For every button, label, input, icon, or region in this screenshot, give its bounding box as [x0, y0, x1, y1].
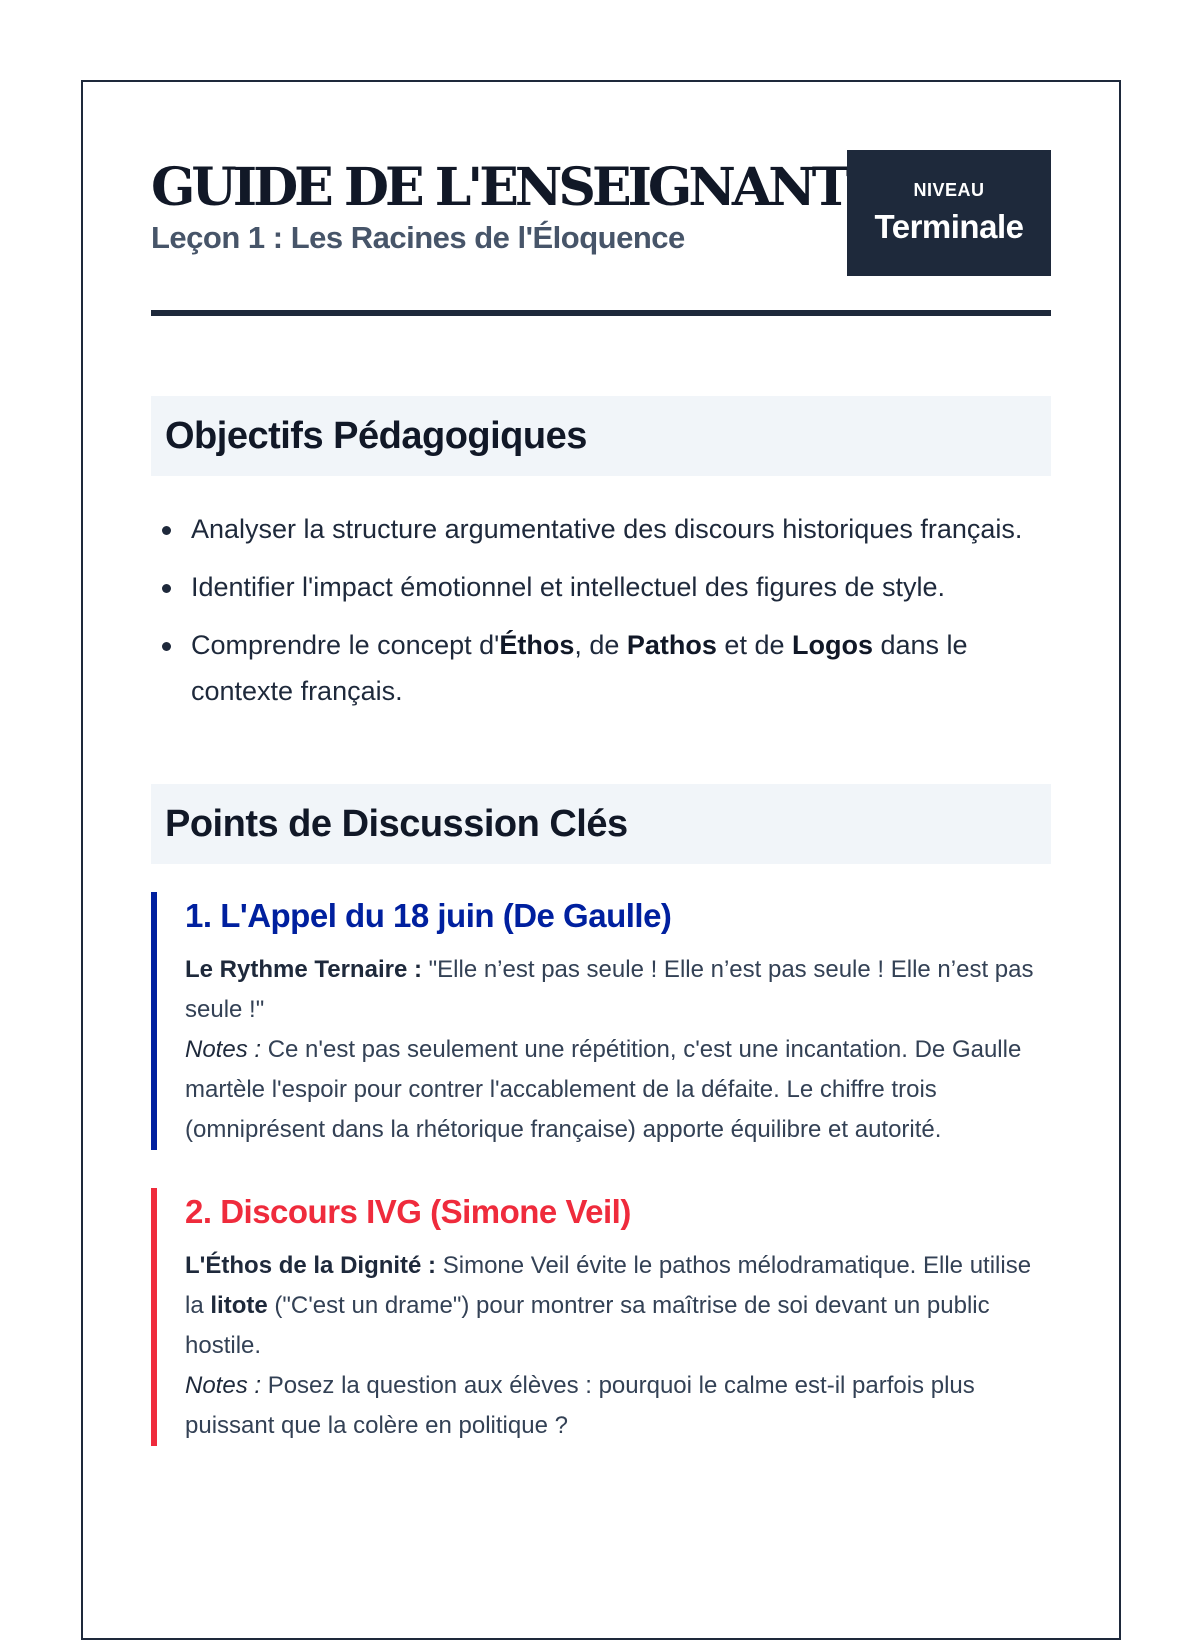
page-content [151, 150, 1051, 1446]
level-label: NIVEAU [913, 180, 985, 200]
point-lead-text: ("C'est un drame") pour montrer sa maîtrise de soi devant un public hostile. [185, 1292, 990, 1359]
point-lead-text: Simone Veil évite le pathos mélodramatique. Elle utilise la [185, 1252, 1032, 1319]
objective-item: Analyser la structure argumentative des discours historiques français. [191, 506, 1051, 552]
point-title: 1. L'Appel du 18 juin (De Gaulle) [185, 897, 672, 934]
level-badge [847, 150, 1051, 276]
point-title: 2. Discours IVG (Simone Veil) [185, 1193, 631, 1230]
objective-text: Comprendre le concept d' [191, 630, 500, 660]
objective-item: Identifier l'impact émotionnel et intellectuel des figures de style. [191, 564, 1051, 610]
notes-label: Notes : [185, 1372, 262, 1399]
logos-term: Logos [791, 630, 873, 660]
objective-text: et de [716, 630, 792, 660]
objective-text: , de [574, 630, 627, 660]
notes-label: Notes : [185, 1036, 262, 1063]
objective-text: dans le contexte français. [191, 630, 968, 706]
point-body [185, 1246, 1051, 1446]
objectives-list [151, 506, 1051, 714]
point-lead-label: Le Rythme Ternaire : [185, 956, 422, 983]
objectives-heading: Objectifs Pédagogiques [151, 396, 1051, 476]
guide-title: GUIDE DE L'ENSEIGNANT [151, 157, 847, 218]
litote-term: litote [210, 1292, 268, 1319]
ethos-term: Éthos [499, 630, 575, 660]
guide-header [151, 150, 1051, 316]
level-value: Terminale [874, 208, 1024, 245]
discussion-point-de-gaulle [151, 892, 1051, 1150]
lesson-subtitle: Leçon 1 : Les Racines de l'Éloquence [151, 220, 685, 255]
point-lead-text: "Elle n’est pas seule ! Elle n’est pas seule ! Elle n’est pas seule !" [185, 956, 1034, 1023]
pathos-term: Pathos [626, 630, 717, 660]
objective-item [191, 622, 1051, 714]
discussion-point-simone-veil [151, 1188, 1051, 1446]
point-lead-label: L'Éthos de la Dignité : [185, 1252, 437, 1279]
notes-text: Posez la question aux élèves : pourquoi le calme est-il parfois plus puissant que la colère en politique ? [185, 1372, 975, 1439]
teacher-guide-page [81, 80, 1121, 1640]
point-body [185, 950, 1051, 1150]
notes-text: Ce n'est pas seulement une répétition, c'est une incantation. De Gaulle martèle l'espoir pour contrer l'accablement de la défaite. Le chiffre trois (omniprésent dans la rhétorique française) apporte équilibre et autorité. [185, 1036, 1022, 1143]
discussion-heading: Points de Discussion Clés [151, 784, 1051, 864]
